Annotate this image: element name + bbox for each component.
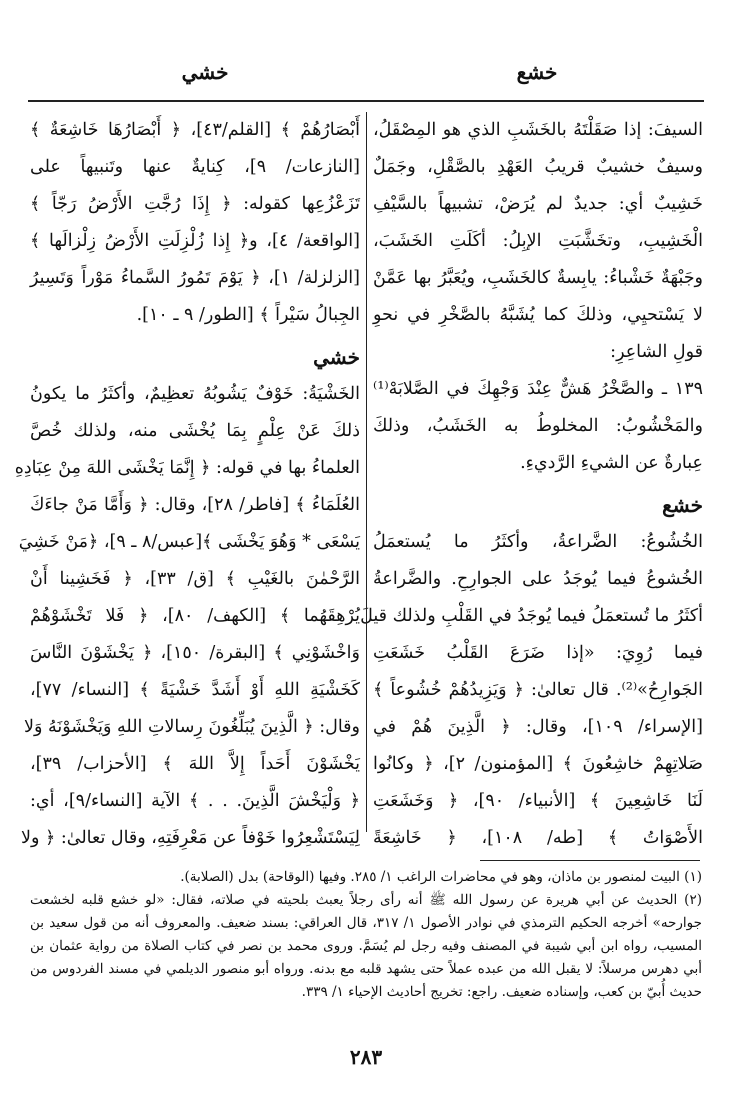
text-line: صَلاتِهِمْ خاشِعُونَ ﴾ [المؤمنون/ ٢]، ﴿ وكانُوا: [373, 754, 703, 774]
right-column: [360, 112, 703, 857]
text-line: الخُشُوعُ: الضَّراعةُ، وأكثَرُ ما يُستعمَلُ: [373, 532, 703, 552]
column-divider: [366, 112, 367, 832]
text-line: لَنَا خَاشِعِينَ ﴾ [الأنبياء/ ٩٠]، ﴿ وَخَشَعَتِ: [373, 791, 703, 811]
text-line: السيفَ: إذا صَقَلْتَهُ بالخَشَبِ الذي هو المِصْقَلُ،: [373, 120, 703, 140]
text-line: [الزلزلة/ ١]، ﴿ يَوْمَ تَمُورُ السَّماءُ مَوْراً وَتَسِيرُ: [30, 268, 360, 288]
text-line: أَبْصَارُهُمْ ﴾ [القلم/٤٣]، ﴿ أَبْصَارُهَا خَاشِعَةٌ ﴾: [30, 120, 360, 140]
footnote: (١) البيت لمنصور بن ماذان، وهو في محاضرات الراغب ١/ ٢٨٥. وفيها (الوقاحة) بدل (الصلابة).: [180, 869, 702, 885]
text-line: ﴿ وَلْيَخْشَ الَّذِينَ. . . ﴾ الآية [النساء/٩]، أي:: [30, 791, 360, 811]
right-column-heading: خشع: [516, 60, 558, 84]
text-line: وقال: ﴿ الَّذِينَ يُبَلِّغُونَ رِسالاتِ اللهِ وَيَخْشَوْنَهُ وَلا: [23, 717, 360, 737]
text-line: وَاخْشَوْنِي ﴾ [البقرة/ ١٥٠]، ﴿ يَخْشَوْنَ النَّاسَ: [30, 643, 360, 663]
text-line: وسيفٌ خشيبٌ قريبُ العَهْدِ بالصَّقْلِ، وجَمَلٌ: [373, 157, 703, 177]
text-line: العلماءُ بها في قوله: ﴿ إِنَّمَا يَخْشَى اللهَ مِنْ عِبَادِهِ: [14, 458, 360, 478]
text-line: الأَصْوَاتُ ﴾ [طه/ ١٠٨]، ﴿ خَاشِعَةً: [373, 828, 703, 848]
entry-heading: خشع: [662, 493, 703, 517]
text-line: [الإسراء/ ١٠٩]، وقال: ﴿ الَّذِينَ هُمْ في: [373, 717, 703, 737]
poetry-verse: ١٣٩ ـ والصَّخْرُ هَشٌّ عِنْدَ وَجْهِكَ في الصَّلابَهْ⁽¹⁾: [373, 379, 703, 399]
text-line: العُلَمَاءُ ﴾ [فاطر/ ٢٨]، وقال: ﴿ وَأَمَّا مَنْ جاءَكَ: [30, 495, 360, 515]
text-line: عِبارةٌ عن الشيءِ الرَّديءِ.: [520, 453, 703, 473]
text-line: يَخْشَوْنَ أَحَداً إِلاَّ اللهَ ﴾ [الأحزاب/ ٣٩]،: [30, 754, 360, 774]
footnotes: [30, 866, 702, 1004]
text-line: يَسْعَى * وَهُوَ يَخْشَى ﴾[عبس/٨ ـ ٩]، ﴿مَنْ خَشِيَ: [18, 532, 360, 552]
entry-heading: خشي: [313, 345, 360, 369]
text-line: [الواقعة/ ٤]، و﴿ إِذا زُلْزِلَتِ الأَرْضُ زِلْزالَها ﴾: [30, 231, 361, 251]
footnote: (٢) الحديث عن أبي هريرة عن رسول الله ﷺ أنه رأى رجلاً يعبث بلحيته في صلاته، فقال: «لو خشع قلبه لخشعت جوارحه» أخرجه الحكيم الترمذي في نوادر الأصول ١/ ٣١٧، قال العراقي: بسند ضعيف. والمعروف أنه من قول سعيد بن المسيب، رواه ابن أبي شيبة في المصنف وفيه رجل لم يُسَمَّ. وروى محمد بن نصر في كتاب الصلاة من رواية عثمان بن أبي دهرس مرسلاً: لا يقبل الله من عبده عملاً حتى يشهد قلبه مع بدنه. ورواه أبو منصور الديلمي في مسند الفردوس من حديث أُبيّ بن كعب، وإسناده ضعيف. راجع: تخريج أحاديث الإحياء ١/ ٣٣٩.: [30, 892, 702, 1000]
footnote-rule: [480, 860, 700, 861]
text-line: لِيَسْتَشْعِرُوا خَوْفاً عن مَعْرِفَتِهِ، وقال تعالىٰ: ﴿ ولا: [21, 828, 360, 848]
text-line: الخَشْيَةُ: خَوْفٌ يَشُوبُهُ تعظِيمٌ، وأكثَرُ ما يكونُ: [30, 384, 360, 404]
text-line: [النازعات/ ٩]، كِنايةٌ عنها وتَنبيهاً على: [30, 157, 360, 177]
page-number: ٢٨٣: [349, 1045, 383, 1069]
text-line: قولِ الشاعِرِ:: [610, 342, 703, 362]
text-line: أكثَرُ ما تُستعمَلُ فيما يُوجَدُ في القَلْبِ ولذلك قيلَ: [360, 606, 703, 626]
text-line: والمَخْشُوبُ: المخلوطُ به الخَشَبُ، وذلكَ: [373, 416, 703, 436]
header-rule: [28, 100, 704, 102]
left-column-heading: خشي: [181, 60, 229, 84]
text-line: كَخَشْيَةِ اللهِ أَوْ أَشَدَّ خَشْيَةً ﴾ [النساء/ ٧٧]،: [30, 680, 360, 700]
text-line: تَزَعْزُعِها كقوله: ﴿ إِذَا رُجَّتِ الأَرْضُ رَجّاً ﴾: [30, 194, 360, 214]
text-line: يُرْهِقَهُما ﴾ [الكهف/ ٨٠]، ﴿ فَلا تَخْشَوْهُمْ: [30, 606, 360, 626]
text-line: لا يَسْتحيِي، وذلكَ كما يُشَبَّهُ بالصَّخْرِ في نحوِ: [373, 305, 703, 325]
text-line: ذلكَ عَنْ عِلْمٍ بِمَا يُخْشَى منه، ولذلك خُصَّ: [30, 421, 360, 441]
text-line: الخُشوعُ فيما يُوجَدُ على الجوارِحِ. والضَّراعةُ: [373, 569, 703, 589]
text-line: الجَوارِحُ»⁽²⁾. قال تعالىٰ: ﴿ وَيَزِيدُهُمْ خُشُوعاً ﴾: [373, 680, 703, 700]
text-line: خَشِيبٌ أي: جديدٌ لم يُرَضْ، تشبيهاً بالسَّيْفِ: [373, 194, 703, 214]
text-line: وجَبْهَةٌ خَشْباءُ: يابِسةٌ كالخَشَبِ، ويُعَبَّرُ بها عَمَّنْ: [373, 268, 703, 288]
text-line: فيما رُوِيَ: «إذا ضَرَعَ القَلْبُ خَشَعَتِ: [373, 643, 703, 663]
text-line: الرَّحْمٰنَ بالغَيْبِ ﴾ [ق/ ٣٣]، ﴿ فَخَشِينا أَنْ: [30, 569, 360, 589]
text-line: الْخَشِيبِ، وتخَشَّبَتِ الإبِلُ: أكَلَتِ الخَشَبَ،: [373, 231, 703, 251]
text-line: الجِبالُ سَيْراً ﴾ [الطور/ ٩ ـ ١٠].: [136, 305, 360, 325]
left-column: [14, 112, 361, 857]
